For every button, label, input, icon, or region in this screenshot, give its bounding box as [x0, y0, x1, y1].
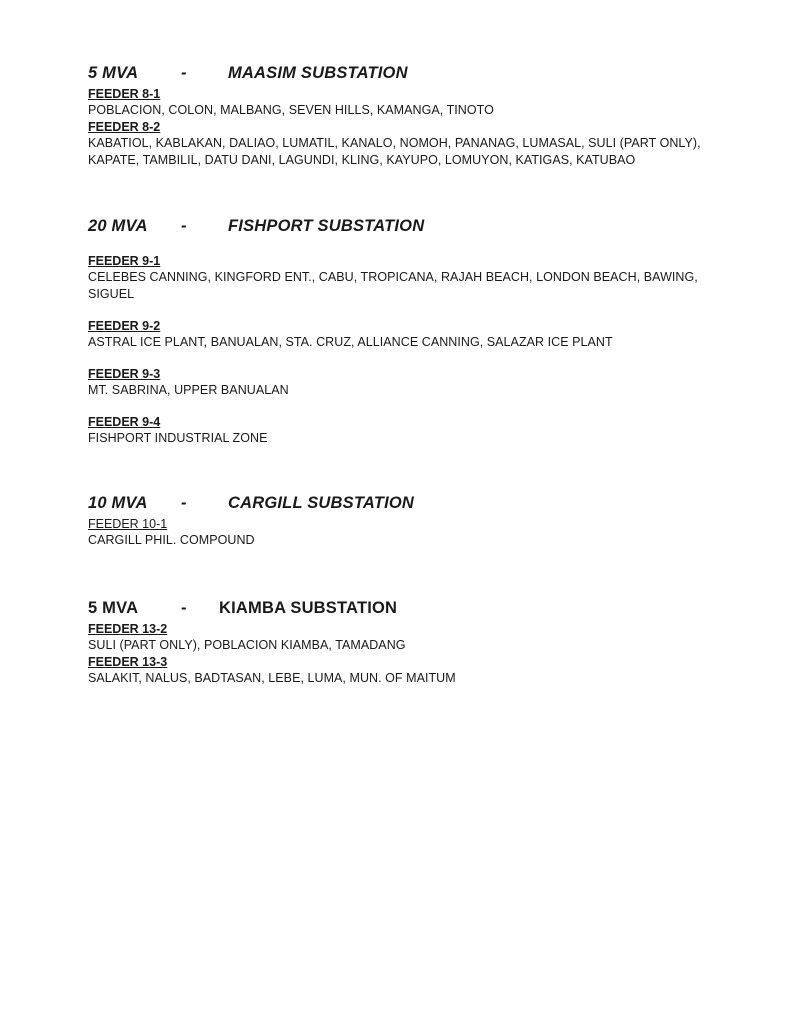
feeder-areas: CARGILL PHIL. COMPOUND	[88, 533, 255, 547]
substation-name: CARGILL SUBSTATION	[228, 494, 415, 512]
feeder-areas: POBLACION, COLON, MALBANG, SEVEN HILLS, KAMANGA, TINOTO	[88, 103, 494, 117]
feeder-label: FEEDER 13-3	[88, 655, 168, 669]
feeder-areas: CELEBES CANNING, KINGFORD ENT., CABU, TROPICANA, RAJAH BEACH, LONDON BEACH, BAWING, SIGUEL	[88, 270, 698, 301]
heading-dash: -	[181, 494, 187, 512]
substation-maasim	[88, 64, 708, 169]
substation-kiamba	[88, 599, 708, 687]
feeder-label: FEEDER 13-2	[88, 622, 168, 636]
substation-capacity: 20 MVA	[88, 217, 148, 235]
feeder-label: FEEDER 9-1	[88, 254, 161, 268]
substation-capacity: 5 MVA	[88, 599, 139, 617]
feeder-areas: KABATIOL, KABLAKAN, DALIAO, LUMATIL, KANALO, NOMOH, PANANAG, LUMASAL, SULI (PART ONLY), KAPATE, TAMBILIL, DATU DANI, LAGUNDI, KLING, KAYUPO, LOMUYON, KATIGAS, KATUBAO	[88, 136, 701, 167]
feeder-areas: MT. SABRINA, UPPER BANUALAN	[88, 383, 289, 397]
feeder-label: FEEDER 8-2	[88, 120, 161, 134]
substation-capacity: 10 MVA	[88, 494, 148, 512]
feeder-areas: SALAKIT, NALUS, BADTASAN, LEBE, LUMA, MUN. OF MAITUM	[88, 671, 456, 685]
feeder-areas: SULI (PART ONLY), POBLACION KIAMBA, TAMADANG	[88, 638, 406, 652]
substation-name: MAASIM SUBSTATION	[228, 64, 408, 82]
feeder-label: FEEDER 9-4	[88, 415, 161, 429]
substation-name: FISHPORT SUBSTATION	[228, 217, 425, 235]
feeder-label: FEEDER 9-2	[88, 319, 161, 333]
feeder-areas: ASTRAL ICE PLANT, BANUALAN, STA. CRUZ, ALLIANCE CANNING, SALAZAR ICE PLANT	[88, 335, 613, 349]
heading-dash: -	[181, 217, 187, 235]
feeder-label: FEEDER 10-1	[88, 517, 168, 531]
substation-capacity: 5 MVA	[88, 64, 139, 82]
feeder-label: FEEDER 9-3	[88, 367, 161, 381]
substation-fishport	[88, 217, 708, 447]
heading-dash: -	[181, 599, 187, 617]
feeder-areas: FISHPORT INDUSTRIAL ZONE	[88, 431, 268, 445]
substation-heading	[88, 494, 708, 516]
substation-heading	[88, 599, 708, 621]
substation-heading	[88, 217, 708, 239]
substation-heading	[88, 64, 708, 86]
substation-cargill	[88, 494, 708, 549]
feeder-label: FEEDER 8-1	[88, 87, 161, 101]
heading-dash: -	[181, 64, 187, 82]
substation-name: KIAMBA SUBSTATION	[219, 599, 398, 617]
